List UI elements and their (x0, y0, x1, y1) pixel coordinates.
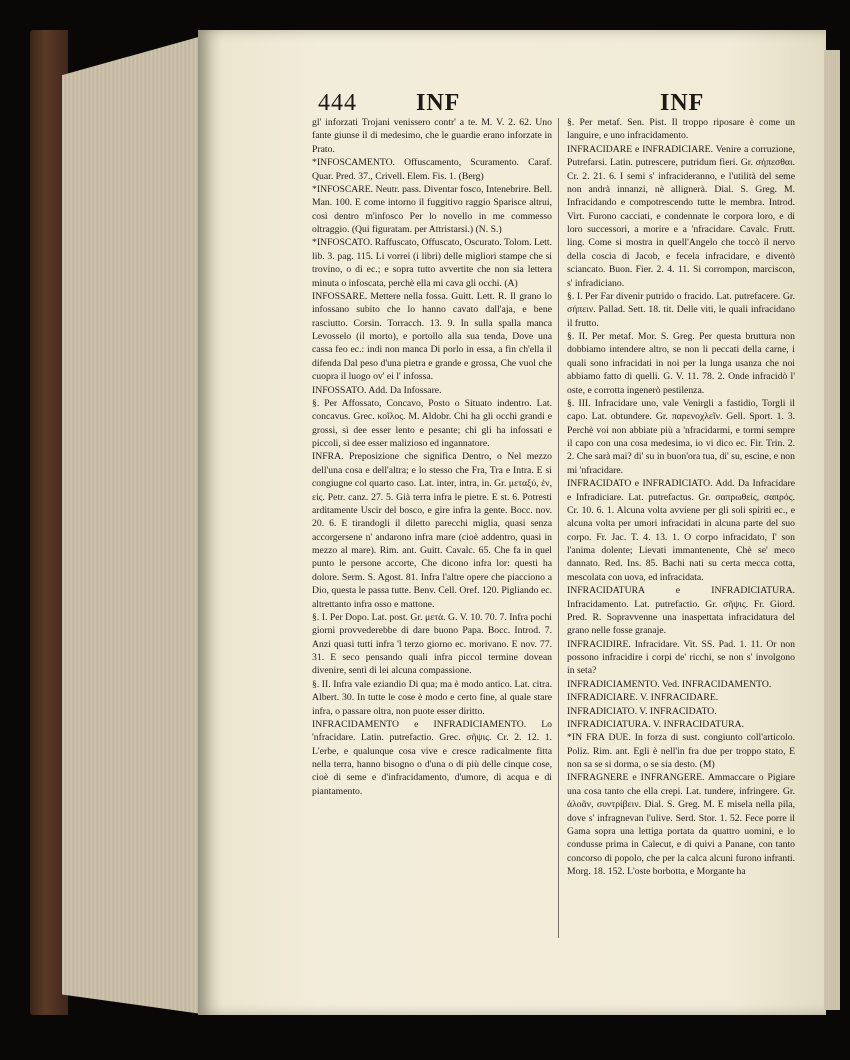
entry: INFOSSARE. Mettere nella fossa. Guitt. Lett. R. Il grano lo infossano subito che lo hanno cavato dall'aja, e bene rasciutto. Corsin. Torracch. 13. 9. In sulla spalla manca Levosselo (il morto), e portollo alla sua tenda, Dove una cassa feo ec.: indi non manca Di porlo in essa, a fin ch'ella il difenda Dal peso d'una pietra e grande e grossa, Che vuol che cuopra il luogo ov' ei l' infossa. (312, 290, 552, 383)
entry: *IN FRA DUE. In forza di sust. congiunto coll'articolo. Poliz. Rim. ant. Egli è nell'in fra due per troppo stato, E non sa se si dorma, o se sia desto. (M) (567, 732, 795, 770)
entry: §. III. Infracidare uno, vale Venirgli a fastidio, Torgli il capo. Lat. obtundere. Gr. παρενοχλεῖν. Gell. Sport. 1. 3. Perchè voi non abbiate più a 'nfracidarmi, e tormi sempre il capo con una cosa medesima, io vi dico ec. Fir. Trin. 2. 2. Che sarà mai? di' su in buon'ora tua, di' su, escine, e non mi 'nfracidare. (567, 397, 795, 476)
entry: INFRADICIAMENTO. Ved. INFRACIDAMENTO. (567, 678, 772, 690)
running-head-right: INF (660, 90, 705, 116)
entry: INFRADICIATO. V. INFRACIDATO. (567, 705, 717, 717)
entry: *INFOSCARE. Neutr. pass. Diventar fosco, Intenebrire. Bell. Man. 100. E come intorno il fuggitivo raggio Sparisce altrui, così dentro m'infosco Per lo novello in me commesso oltraggio. (Qui figuratam. per Attristarsi.) (N. S.) (312, 183, 552, 235)
entry: *INFOSCATO. Raffuscato, Offuscato, Oscurato. Tolom. Lett. lib. 3. pag. 115. Li vorrei (i libri) delle migliori stampe che si trovino, o di ec.; e sopra tutto avvertite che non sia lettera minuta o infoscata, perchè ella mi cava gli occhi. (A) (312, 237, 552, 289)
running-head-left: INF (416, 90, 461, 116)
entry: §. II. Per metaf. Mor. S. Greg. Per questa bruttura non dobbiamo intendere altro, se non li peccati della carne, i quali sono infracidati in noi per la lunga usanza che noi abbiamo fatto di quelli. G. V. 11. 78. 2. Onde infracidò l' oste, e corrotta ingenerò pestilenza. (567, 331, 795, 396)
entry: gl' inforzati Trojani venissero contr' a te. M. V. 2. 62. Uno fante giunse il di medesimo, che le guardie erano inforzate in Prato. (312, 117, 552, 155)
page-edges-left (62, 36, 202, 1014)
entry: INFRADICIARE. V. INFRACIDARE. (567, 692, 719, 704)
left-column (312, 116, 552, 946)
page-number: 444 (318, 90, 357, 116)
entry: §. Per metaf. Sen. Pist. Il troppo riposare è come un languire, e uno infracidamento. (567, 117, 795, 142)
entry: INFOSSATO. Add. Da Infossare. (312, 384, 442, 396)
entry: §. II. Infra vale eziandio Di qua; ma è modo antico. Lat. citra. Albert. 30. In tutte le cose è modo e certo fine, al quale stare infra, o passare oltra, non puote esser diritto. (312, 678, 552, 717)
column-divider (558, 118, 559, 938)
entry: INFRACIDAMENTO e INFRADICIAMENTO. Lo 'nfracidare. Latin. putrefactio. Grec. σῆψις. Cr. 2. 12. 1. L'erbe, e qualunque cosa vive e cresce radicalmente fitta nella terra, hanno bisogno o d'una o di più delle cinque cose, cioè di seme e d'infracidamento, d'umore, di acqua e di piantamento. (312, 718, 552, 797)
entry: §. I. Per Dopo. Lat. post. Gr. μετά. G. V. 10. 70. 7. Infra pochi giorni provvederebbe di dare buono Papa. Bocc. Introd. 7. Anzi quasi tutti infra 'l terzo giorno ec. morivano. E nov. 77. 31. E seco pensando quali infra piccol termine dovean divenire, sentì di lei alcuna compassione. (312, 611, 552, 677)
right-column (567, 116, 795, 946)
entry: *INFOSCAMENTO. Offuscamento, Scuramento. Caraf. Quar. Pred. 37., Crivell. Elem. Fis. 1. (Berg) (312, 157, 552, 182)
entry: INFRACIDIRE. Infracidare. Vit. SS. Pad. 1. 11. Or non possono infracidire i corpi de' ricchi, se non s' involgono in seta? (567, 638, 795, 677)
entry: INFRAGNERE e INFRANGERE. Ammaccare o Pigiare una cosa tanto che ella crepi. Lat. tundere, infringere. Gr. ἀλοᾶν, συντρίβειν. Dial. S. Greg. M. E misela nella pila, dove s' infragnevan l'ulive. Serd. Stor. 1. 52. Fece porre il Gama sopra una lettiga portata da quattro uomini, e lo condusse prima in Calecut, e di quivi a Panane, con tanto concorso di popolo, che per la calca alcuni furono infranti. Morg. 18. 152. L'oste borbotta, e Morgante ha (567, 772, 795, 877)
entry: INFRADICIATURA. V. INFRACIDATURA. (567, 718, 744, 730)
page-edges-right (824, 50, 840, 1010)
entry: INFRACIDATO e INFRADICIATO. Add. Da Infracidare e Infradiciare. Lat. putrefactus. Gr. σαπρωθείς, σαπρός. Cr. 10. 6. 1. Alcuna volta avviene per gli soli spiriti ec., e alcuna volta per umori infracidati in alcuna parte del suo corpo. Fr. Jac. T. 4. 13. 1. O corpo infracidato, I' son l'anima dolente; Lievati immantenente, Chè se' meco dannato. Red. Ins. 85. Bachi nati su certa mecca cotta, mescolata con uova, ed infracidata. (567, 478, 795, 583)
entry: INFRACIDARE e INFRADICIARE. Venire a corruzione, Putrefarsi. Latin. putrescere, putridum fieri. Gr. σήπεσθαι. Cr. 2. 21. 6. I semi s' infracideranno, e l'utilità del seme non andrà innanzi, nè allignerà. Dial. S. Greg. M. Infracidando e compotrescendo tutte le membra. Introd. Virt. Furono cacciati, e condennate le corpora loro, e di loro successori, a morire e a 'nfracidare. Cavalc. Frutt. ling. Come si mostra in quell'Angelo che toccò il nervo della coscia di Jacob, e fecela infracidare, e diventò sciancato. Buon. Fier. 2. 4. 11. Si corrompon, marciscon, s' infradiciano. (567, 143, 795, 289)
entry: INFRA. Preposizione che significa Dentro, o Nel mezzo dell'una cosa e dell'altra; e lo stesso che Fra, Tra e Intra. E si congiugne col quarto caso. Lat. inter, intra, in. Gr. μεταξύ, ἐν, εἰς. Petr. canz. 27. 5. Già terra infra le pietre. E st. 6. Potresti arditamente Uscir del bosco, e gire infra la gente. Bocc. nov. 20. 6. E tirandogli il diletto parecchi miglia, quasi senza accorgersene n' andarono infra mare (cioè addentro, quasi in mezzo al mare). Rim. ant. Guitt. Cavalc. 65. Che fa in quel punto le persone accorte, Che dicono infra lor: questi ha dolore. Serm. S. Agost. 81. Infra l'altre opere che piacciono a Dio, questa le passa tutte. Benv. Cell. Oref. 120. Pigliando ec. altrettanto infra osso e mattone. (312, 451, 552, 610)
entry: INFRACIDATURA e INFRADICIATURA. Infracidamento. Lat. putrefactio. Gr. σῆψις. Fr. Giord. Pred. R. Sopravvenne una inaspettata infracidatura del grano nelle fosse granaje. (567, 585, 795, 637)
entry: §. I. Per Far divenir putrido o fracido. Lat. putrefacere. Gr. σήπειν. Pallad. Sett. 18. tit. Delle viti, le quali infracidano il frutto. (567, 290, 795, 329)
entry: §. Per Affossato, Concavo, Posto o Situato indentro. Lat. concavus. Grec. κοῖλος. M. Aldobr. Chi ha gli occhi grandi e grossi, sì dee esser lento e pesante; chi gli ha infossati e piccoli, sì dee esser malizioso ed ingannatore. (312, 397, 552, 449)
